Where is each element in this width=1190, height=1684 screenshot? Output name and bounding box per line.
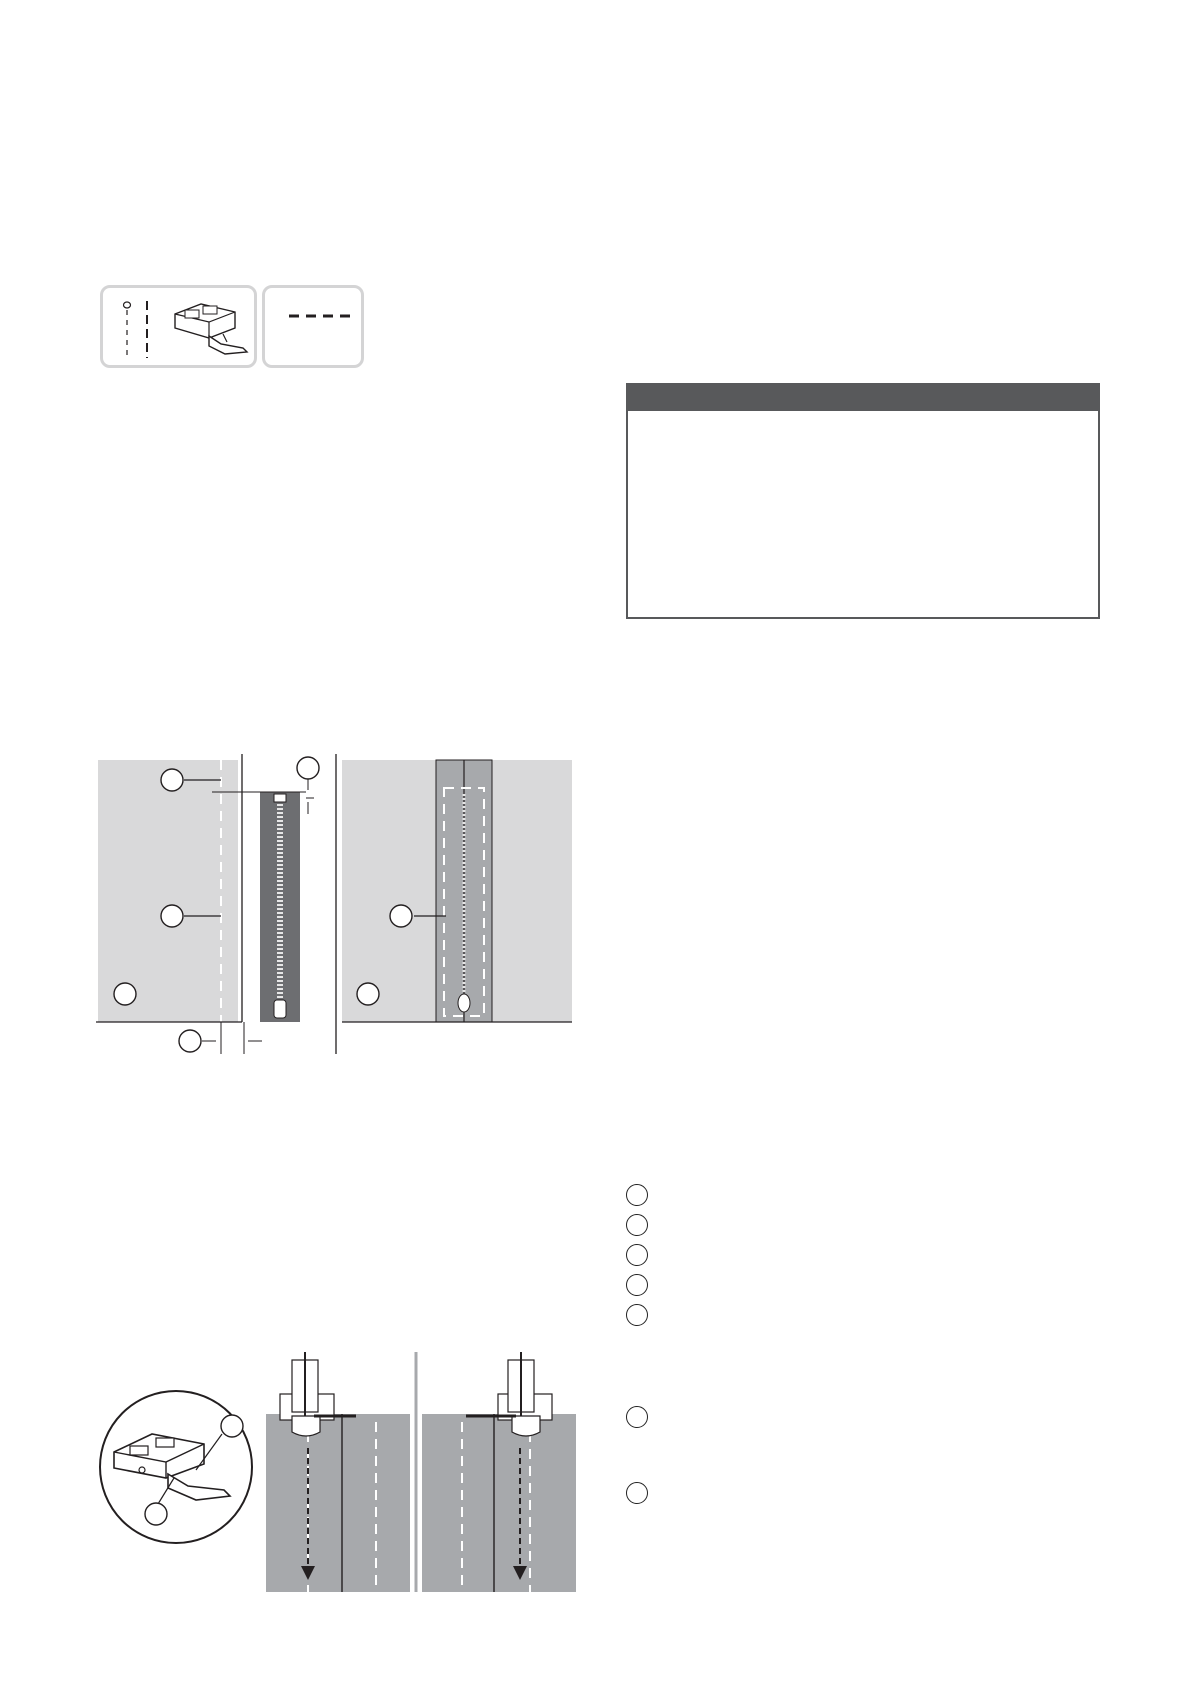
dashed-stitch-icon (287, 308, 357, 328)
legend-marker (626, 1406, 648, 1428)
legend-marker (626, 1304, 648, 1326)
callout-circle (179, 1030, 201, 1052)
stitch-preview-panel (262, 285, 364, 368)
callout-circle (390, 905, 412, 927)
note-box (626, 383, 1100, 619)
straight-stitch-needle-left-icon (115, 296, 155, 366)
callout-circle (145, 1503, 167, 1525)
callout-circle (161, 769, 183, 791)
zipper-sewing-figure (96, 1352, 576, 1602)
legend-marker (626, 1214, 648, 1236)
callout-circle (114, 983, 136, 1005)
zipper-foot-icon (163, 292, 253, 362)
callout-circle (161, 905, 183, 927)
legend-list (626, 1184, 666, 1504)
legend-marker (626, 1244, 648, 1266)
legend-marker (626, 1184, 648, 1206)
legend-marker (626, 1482, 648, 1504)
stitch-setting-panel (100, 285, 257, 368)
callout-circle (221, 1415, 243, 1437)
legend-marker (626, 1274, 648, 1296)
zipper-slider (274, 1000, 286, 1018)
callout-circle (357, 983, 379, 1005)
note-box-header (626, 383, 1100, 411)
zipper-tape (260, 792, 300, 1022)
callout-circle (297, 757, 319, 779)
fabric-panel-left (98, 760, 238, 1022)
zipper-preparation-figure (96, 754, 576, 1054)
